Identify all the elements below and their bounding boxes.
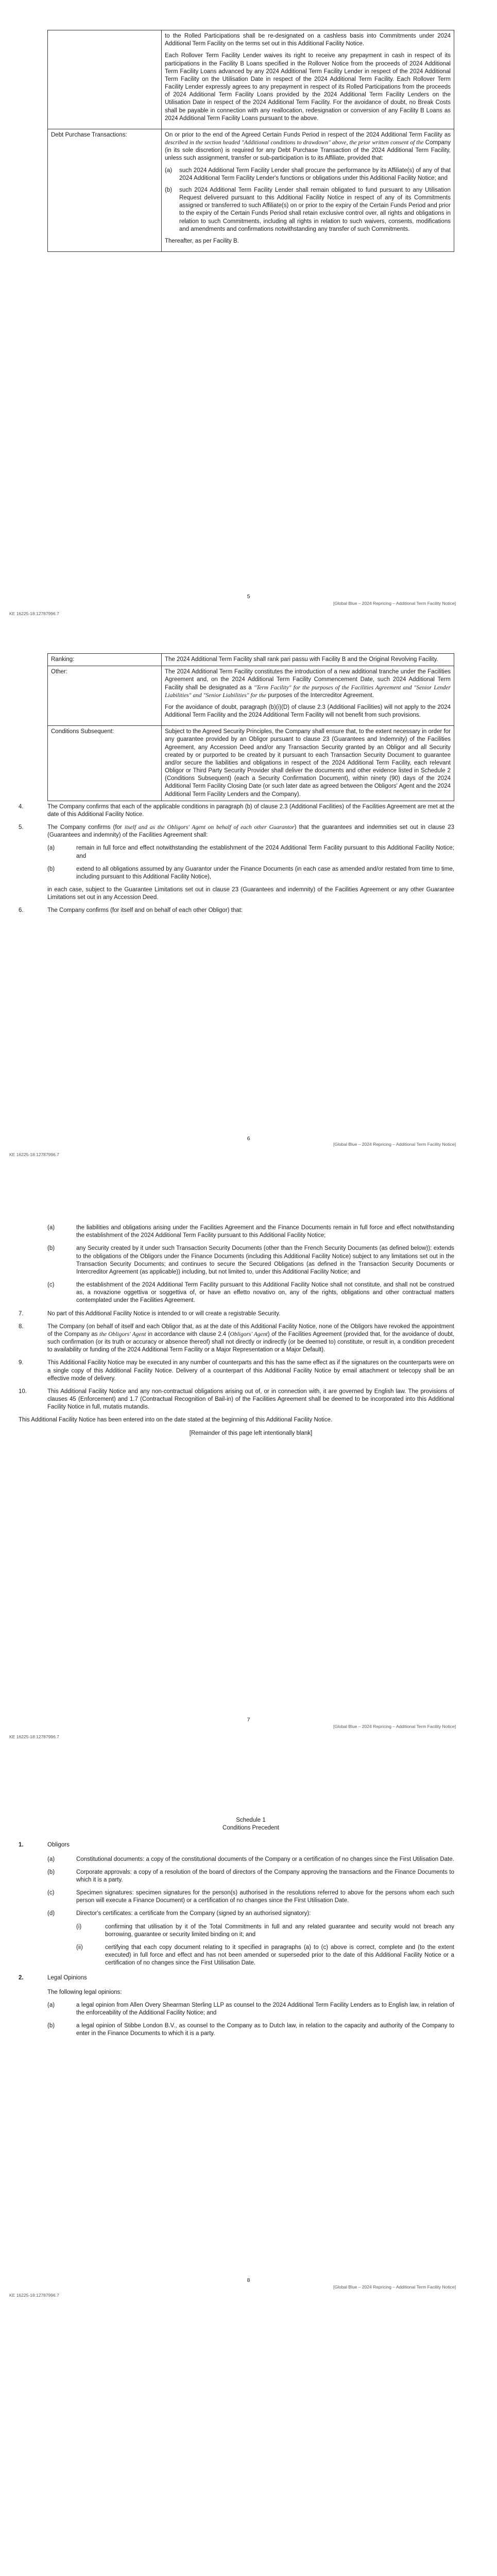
other-paragraph-1 [165,668,451,700]
paragraph-number: 6. [19,907,24,914]
list-item [47,2022,454,2038]
text-run: in accordance with clause 2.4 ( [146,1331,230,1337]
text-run: ) that the guarantees and indemnities set out in clause 23 (Guarantees and indemnity) of the Facilities Agreement shall: [47,824,454,839]
footer-reference: KE 16225-18:12787996.7 [9,611,59,616]
list-marker: (b) [47,866,55,872]
paragraph-text: The Company confirms that each of the applicable conditions in paragraph (b) of clause 2.3 (Additional Facilities) of the Facilities Agreement are met at the date of this Additional Facility Notice. [47,803,454,818]
table-row [48,654,454,666]
text-run: On or prior to the end of the Agreed Certain Funds Period in respect of the 2024 Additional Term Facility as [165,131,451,138]
list-item [47,1869,454,1884]
ranking-text: The 2024 Additional Term Facility shall rank pari passu with Facility B and the Original Revolving Facility. [162,654,454,666]
list-marker: (b) [47,1245,55,1252]
list-item [47,1245,454,1276]
schedule-subtitle: Conditions Precedent [222,1825,279,1832]
legal-opinions-intro: The following legal opinions: [47,1989,122,1995]
list-item-text: Specimen signatures: specimen signatures for the person(s) authorised in the resolutions referred to above for the persons whom each such person will execute a Finance Document) or a certification of no changes since the First Utilisation Date. [76,1890,454,1904]
numbered-paragraph-10 [19,1388,454,1412]
list-item [76,1944,454,1968]
list-item [165,187,451,233]
schedule-title: Schedule 1 [236,1817,266,1823]
section-title: Legal Opinions [47,1975,87,1981]
list-item-text: a legal opinion from Allen Overy Shearman Sterling LLP as counsel to the 2024 Additional Term Facility Lenders as to English law, in relation of the enforceability of the Additional Facility Notice; and [76,2002,454,2016]
table-cell-empty [48,30,162,129]
numbered-paragraph-4 [19,803,454,819]
page-6 [0,629,497,1170]
italic-text-run: described in the section headed "Additional conditions to drawdown" above, the prior written consent of the [165,140,424,146]
debt-purchase-intro [165,131,451,163]
table-cell [162,30,454,129]
paragraph-text: No part of this Additional Facility Notice is intended to or will create a registrable Security. [47,1310,281,1317]
list-item-text: remain in full force and effect notwithstanding the establishment of the 2024 Additional Term Facility pursuant to this Additional Facility Notice; and [76,845,454,859]
footer-reference: KE 16225-18:12787996.7 [9,1152,59,1157]
text-run: ) of the Facilities Agreement (provided that, for the avoidance of doubt, such confirmation (or its truth or accuracy or absence thereof) shall not directly or indirectly (or be deemed to) constitute, or result in, a condition precedent to availability or funding of the 2024 Additional Term Facility or a Major Representation or a Major Default). [47,1331,454,1353]
list-marker: (ii) [76,1944,83,1951]
page-8 [0,1747,497,2303]
paragraph-number: 8. [19,1323,24,1330]
text-run: The 2024 Additional Term Facility constitutes the introduction of a new additional tranche under the Facilities Agreement and, on the 2024 Additional Term Facility Commencement Date, such 2024 Additional Term Facility shall be designated as a [165,669,451,691]
list-marker: (d) [47,1910,55,1917]
list-marker: (a) [47,1225,55,1231]
table-row [48,129,454,251]
numbered-paragraph-7 [19,1310,454,1318]
list-marker: (c) [47,1890,55,1896]
ranking-label: Ranking: [48,654,162,666]
conditions-subsequent-text: Subject to the Agreed Security Principles, the Company shall ensure that, to the extent necessary in order for any guarantee provided by an Obligor pursuant to clause 23 (Guarantees and Indemnity) of the Facilities Agreement, any Accession Deed and/or any Transaction Security granted by an Obligor and all Security created by or purported to be created by it pursuant to each Transaction Security Document to guarantee and/or secure the liabilities and obligations in respect of the 2024 Additional Term Facility, each relevant Obligor or Third Party Security Provider shall deliver the documents and other evidence listed in Schedule 2 (Conditions Subsequent) (each a Security Confirmation Document), within ninety (90) days of the 2024 Additional Term Facility Closing Date (or such later date as agreed between the Obligors' Agent and the 2024 Additional Term Facility Lenders and the Company). [162,726,454,801]
footer-reference: KE 16225-18:12787996.7 [9,1734,59,1739]
list-marker: (i) [76,1923,82,1930]
list-item [47,1281,454,1305]
list-marker: (b) [47,1869,55,1875]
terms-table-page6 [19,653,454,920]
list-item [165,167,451,182]
terms-table [47,30,454,252]
terms-table [47,653,454,801]
numbered-paragraph-6 [19,907,454,914]
footer-reference: KE 16225-18:12787996.7 [9,2293,59,2298]
list-item-text: Director's certificates: a certificate from the Company (signed by an authorised signatory): [76,1910,311,1917]
text-run: The Company (on behalf of itself and each Obligor that, as at the date of this Additional Facility Notice, none of the Obligors have revoked the appointment of the Company as [47,1323,454,1337]
list-marker: (a) [47,2002,55,2008]
italic-text-run: itself and as the Obligors' Agent on behalf of each other Guarantor [124,824,295,831]
paragraph-text: This Additional Facility Notice and any non-contractual obligations arising out of, or in connection with, it are governed by English law. The provisions of clauses 45 (Enforcement) and 1.7 (Contractual Recognition of Bail-in) of the Facilities Agreement shall be deemed to be incorporated into this Additional Facility Notice in full, mutatis mutandis. [47,1388,454,1411]
list-marker: (a) [47,845,55,852]
section-heading-obligors [19,1841,454,1849]
list-item-text: confirming that utilisation by it of the Total Commitments in full and any related guarantee and security would not breach any borrowing, guarantee or security limited binding on it; and [105,1923,454,1938]
list-item-text: extend to all obligations assumed by any Guarantor under the Finance Documents (in each case as amended and/or restated from time to time, including pursuant to this Additional Facility Notice), [76,866,454,880]
other-label: Other: [48,666,162,726]
list-item-text: such 2024 Additional Term Facility Lender shall procure the performance by its Affiliate(s) of any of that 2024 Additional Term Facility Lender's functions or obligations under this Additional Facility Notice; and [179,167,451,181]
numbered-paragraph-8 [19,1323,454,1354]
table-row [48,726,454,801]
paragraph-text: The Company confirms (for itself and on behalf of each other Obligor) that: [47,907,243,914]
paragraph-text [47,1323,454,1354]
list-item-text: Constitutional documents: a copy of the constitutional documents of the Company or a certification of no changes since the First Utilisation Date. [76,1856,454,1862]
rollover-tail-paragraph: to the Rolled Participations shall be re-designated on a cashless basis into Commitments under 2024 Additional Term Facility on the terms set out in this Additional Facility Notice. [165,33,451,47]
list-marker: (a) [165,167,173,174]
page-number: 8 [247,2277,250,2283]
list-item [47,2002,454,2017]
conditions-subsequent-label: Conditions Subsequent: [48,726,162,801]
list-item [47,866,454,881]
paragraph-number: 10. [19,1388,27,1395]
page-number: 6 [247,1136,250,1142]
page-7 [0,1175,497,1747]
list-item [47,1856,454,1863]
list-item [47,1910,454,1918]
paragraph-text: This Additional Facility Notice may be executed in any number of counterparts and this has the same effect as if the signatures on the counterparts were on a single copy of this Additional Facility Notice. Delivery of a counterpart of this Additional Facility Notice by email attachment or telecopy shall be an effective mode of delivery. [47,1360,454,1382]
rollover-waiver-paragraph: Each Rollover Term Facility Lender waives its right to receive any prepayment in cash in respect of its participations in the Facility B Loans specified in the Rollover Notice from the proceeds of 2024 Additional Term Facility Loans advanced by any 2024 Additional Term Facility Lender in respect of the 2024 Additional Term Facility on the Utilisation Date in respect of the 2024 Additional Term Facility. Each Rollover Term Facility Lender expressly agrees to any prepayment in respect of its Rolled Participations from the proceeds of 2024 Additional Term Facility Loans provided by the 2024 Additional Term Facility Lenders on the Utilisation Date in respect of the 2024 Additional Term Facility. For the avoidance of doubt, no Break Costs shall be payable in connection with any reallocation, redesignation or conversion of any Facility B Loans as 2024 Additional Term Facility Loans pursuant to the above. [165,53,451,122]
text-run: Company (in its sole discretion) is required for any Debt Purchase Transaction of the 2024 Additional Term Facility, unless such assignment, transfer or sub-participation is to its Affiliate, provided that: [165,140,451,162]
italic-text-run: the Obligors' Agent [99,1331,146,1337]
footer-header: [Global Blue – 2024 Repricing – Additional Term Facility Notice] [333,1142,456,1147]
numbered-paragraph-5 [19,824,454,839]
list-marker: (b) [47,2023,55,2029]
section-number: 1. [19,1842,24,1849]
text-run: The Company confirms (for [47,824,125,831]
italic-text-run: "Term Facility" for the purposes of the Facilities Agreement and "Senior Lender Liabilities" and "Senior Liabilities" for the [165,684,451,699]
list-item [47,1889,454,1905]
section-title: Obligors [47,1842,70,1849]
text-run: purposes of the Intercreditor Agreement. [266,692,374,699]
list-marker: (a) [47,1856,55,1862]
remainder-blank-note: [Remainder of this page left intentionally blank] [189,1430,313,1436]
paragraph-5-tail: in each case, subject to the Guarantee Limitations set out in clause 23 (Guarantees and indemnity) of the Facilities Agreement or any other Guarantee Limitations set out in any Accession Deed. [47,887,454,901]
paragraph-number: 7. [19,1310,24,1317]
table-row [48,666,454,726]
paragraph-number: 9. [19,1360,24,1366]
list-item-text: a legal opinion of Stibbe London B.V., as counsel to the Company as to Dutch law, in relation to the capacity and authority of the Company to enter in the Finance Documents to which it is a party. [76,2023,454,2037]
schedule-1 [19,1817,454,2043]
numbered-paragraph-9 [19,1359,454,1383]
paragraph-text [47,824,454,839]
list-item [47,1224,454,1240]
entered-into-statement: This Additional Facility Notice has been entered into on the date stated at the beginning of this Additional Facility Notice. [19,1417,333,1423]
table-cell [162,666,454,726]
list-marker: (b) [165,187,173,193]
list-item-text: the establishment of the 2024 Additional Term Facility pursuant to this Additional Facility Notice shall not constitute, and shall not be construed as, a novazione oggettiva or soggettiva of, or have an effetto novativo on, any of the rights, obligations and other contractual matters contemplated under the Facilities Agreement. [76,1282,454,1304]
footer-header: [Global Blue – 2024 Repricing – Additional Term Facility Notice] [333,1724,456,1729]
list-item-text: certifying that each copy document relating to it specified in paragraphs (a) to (c) above is correct, complete and (to the extent executed) in full force and effect and has not been amended or superseded prior to the date of this Additional Facility Notice or a certification of no changes since the First Utilisation Date. [105,1944,454,1967]
list-item-text: the liabilities and obligations arising under the Facilities Agreement and the Finance Documents remain in full force and effect notwithstanding the establishment of the 2024 Additional Term Facility pursuant to this Additional Facility Notice; [76,1225,454,1239]
italic-text-run: Obligors' Agent [230,1331,268,1337]
list-item-text: any Security created by it under such Transaction Security Documents (other than the French Security Documents (as defined below)): extends to the obligations of the Obligors under the Finance Documents (including this Additional Facility Notice) subject to any limitations set out in the Transaction Security Documents; and continues to secure the Secured Obligations (as defined in the Transaction Security Documents or Intercreditor Agreement (as applicable)) including, but not limited to, under this Additional Facility Notice; and [76,1245,454,1275]
terms-table-continued [47,30,454,252]
list-marker: (c) [47,1282,55,1289]
footer-header: [Global Blue – 2024 Repricing – Additional Term Facility Notice] [333,2284,456,2290]
footer-header: [Global Blue – 2024 Repricing – Additional Term Facility Notice] [333,601,456,606]
page-number: 5 [247,594,250,600]
debt-purchase-label: Debt Purchase Transactions: [48,129,162,251]
debt-purchase-thereafter: Thereafter, as per Facility B. [165,238,239,244]
list-item [47,844,454,860]
table-row [48,30,454,129]
paragraph-number: 5. [19,824,24,831]
section-heading-legal-opinions [19,1974,454,1982]
page-7-body [19,1224,454,1443]
table-cell [162,129,454,251]
other-paragraph-2: For the avoidance of doubt, paragraph (b)(i)(D) of clause 2.3 (Additional Facilities) will not apply to the 2024 Additional Term Facility and the 2024 Additional Term Facility will not benefit from such provisions. [165,704,451,719]
paragraph-number: 4. [19,803,24,810]
list-item [76,1923,454,1939]
section-number: 2. [19,1975,24,1981]
page-number: 7 [247,1717,250,1723]
list-item-text: such 2024 Additional Term Facility Lender shall remain obligated to fund pursuant to any Utilisation Request delivered pursuant to this Additional Facility Notice in respect of any of its Commitments assigned or transferred to such Affiliate(s) on or prior to the expiry of the Certain Funds Period and prior to the expiry of the Certain Funds Period shall retain exclusive control over, all rights and obligations in relation to such Commitments, including all rights in relation to such waivers, consents, modifications and amendments and confirmations notwithstanding any transfer of such Commitments. [179,187,451,232]
list-item-text: Corporate approvals: a copy of a resolution of the board of directors of the Company approving the transactions and the Finance Documents to which it is a party. [76,1869,454,1883]
